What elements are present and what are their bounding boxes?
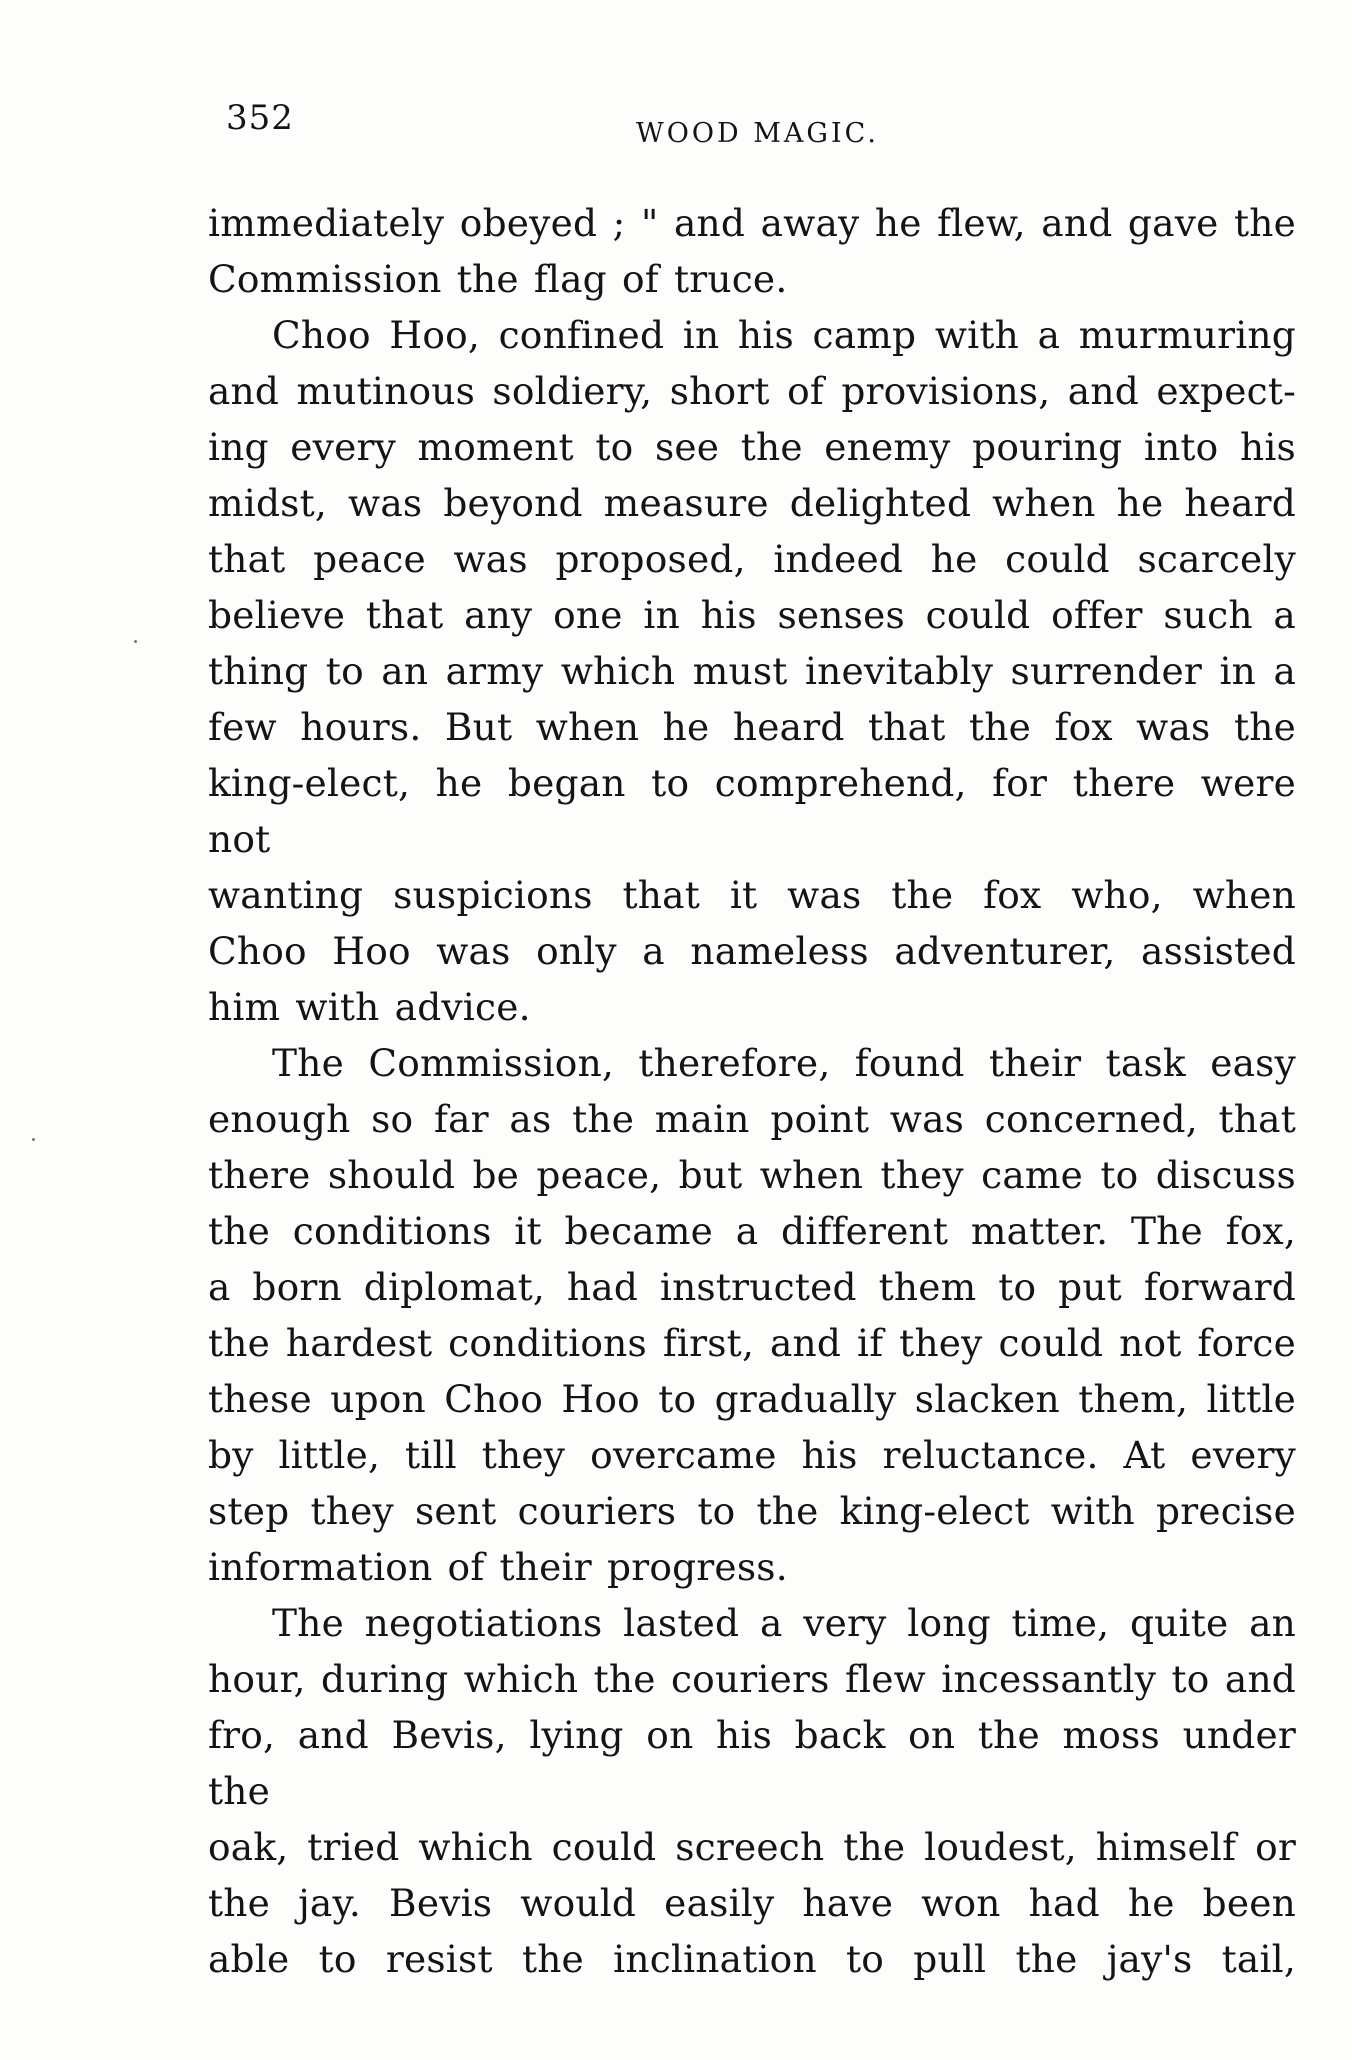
text-line: the conditions it became a different matter. The fox, bbox=[208, 1209, 1296, 1253]
paragraph-start-line: Choo Hoo, confined in his camp with a murmuring bbox=[272, 313, 1296, 357]
text-line: hour, during which the couriers flew incessantly to and bbox=[208, 1657, 1296, 1701]
text-line: step they sent couriers to the king-elect with precise bbox=[208, 1489, 1296, 1533]
text-line: wanting suspicions that it was the fox who, when bbox=[208, 873, 1296, 917]
text-line: ing every moment to see the enemy pouring into his bbox=[208, 425, 1296, 469]
text-line: oak, tried which could screech the loudest, himself or bbox=[208, 1825, 1296, 1869]
text-line: midst, was beyond measure delighted when he heard bbox=[208, 481, 1296, 525]
text-line: enough so far as the main point was concerned, that bbox=[208, 1097, 1296, 1141]
text-line: the hardest conditions first, and if they could not force bbox=[208, 1321, 1296, 1365]
text-line: there should be peace, but when they came to discuss bbox=[208, 1153, 1296, 1197]
text-line: and mutinous soldiery, short of provisions, and expect- bbox=[208, 369, 1296, 413]
text-line: king-elect, he began to comprehend, for there were not bbox=[208, 761, 1296, 861]
paragraph-start-line: The Commission, therefore, found their task easy bbox=[272, 1041, 1296, 1085]
text-line: believe that any one in his senses could offer such a bbox=[208, 593, 1296, 637]
scan-speck bbox=[134, 640, 137, 643]
text-line: Commission the flag of truce. bbox=[208, 257, 788, 301]
running-title: WOOD MAGIC. bbox=[636, 118, 879, 149]
scan-speck bbox=[32, 1138, 35, 1141]
text-line: able to resist the inclination to pull the jay's tail, bbox=[208, 1937, 1296, 1981]
text-line: the jay. Bevis would easily have won had he been bbox=[208, 1881, 1296, 1925]
text-line: these upon Choo Hoo to gradually slacken them, little bbox=[208, 1377, 1296, 1421]
text-line: thing to an army which must inevitably surrender in a bbox=[208, 649, 1296, 693]
text-line: few hours. But when he heard that the fox was the bbox=[208, 705, 1296, 749]
text-line: a born diplomat, had instructed them to put forward bbox=[208, 1265, 1296, 1309]
paragraph-start-line: The negotiations lasted a very long time, quite an bbox=[272, 1601, 1296, 1645]
text-line: immediately obeyed ; " and away he flew, and gave the bbox=[208, 201, 1296, 245]
text-line: fro, and Bevis, lying on his back on the moss under the bbox=[208, 1713, 1296, 1813]
text-line: information of their progress. bbox=[208, 1545, 788, 1589]
text-line: that peace was proposed, indeed he could scarcely bbox=[208, 537, 1296, 581]
page-number: 352 bbox=[226, 98, 294, 138]
text-line: by little, till they overcame his reluctance. At every bbox=[208, 1433, 1296, 1477]
text-line: him with advice. bbox=[208, 985, 531, 1029]
text-line: Choo Hoo was only a nameless adventurer, assisted bbox=[208, 929, 1296, 973]
body-text bbox=[208, 195, 1296, 1987]
